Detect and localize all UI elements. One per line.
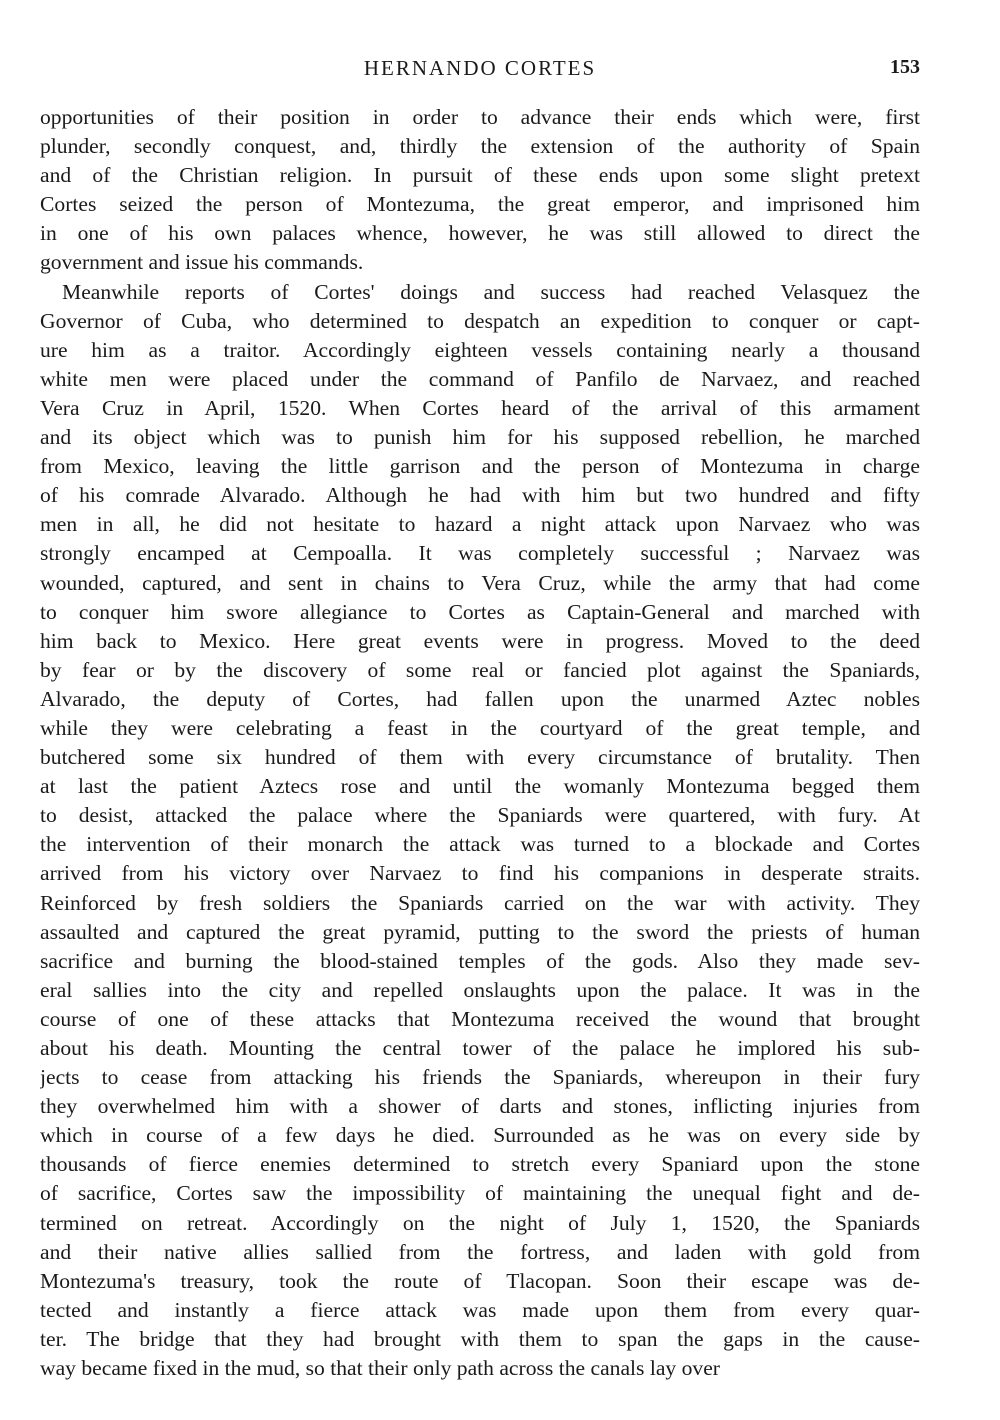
paragraph (40, 278, 920, 1384)
text-line: sacrifice and burning the blood-stained temples of the gods. Also they made sev- (40, 948, 920, 973)
text-line: the intervention of their monarch the attack was turned to a blockade and Cortes (40, 832, 920, 857)
text-line: Cortes seized the person of Montezuma, the great emperor, and imprisoned him (40, 192, 920, 217)
text-line: at last the patient Aztecs rose and until the womanly Montezuma begged them (40, 774, 920, 799)
text-line: arrived from his victory over Narvaez to find his companions in desperate straits. (40, 861, 920, 886)
text-line: strongly encamped at Cempoalla. It was completely successful ; Narvaez was (40, 541, 920, 566)
text-line: of his comrade Alvarado. Although he had with him but two hundred and fifty (40, 483, 920, 508)
text-line: by fear or by the discovery of some real or fancied plot against the Spaniards, (40, 657, 920, 682)
text-line: thousands of fierce enemies determined to stretch every Spaniard upon the stone (40, 1152, 920, 1177)
text-line: wounded, captured, and sent in chains to Vera Cruz, while the army that had come (40, 570, 920, 595)
text-line: they overwhelmed him with a shower of darts and stones, inflicting injuries from (40, 1094, 920, 1119)
paragraph (40, 103, 920, 278)
text-line: way became fixed in the mud, so that their only path across the canals lay over (40, 1356, 720, 1381)
text-line: Meanwhile reports of Cortes' doings and success had reached Velasquez the (62, 279, 920, 304)
running-head (40, 56, 920, 84)
text-line: assaulted and captured the great pyramid, putting to the sword the priests of human (40, 919, 920, 944)
page-number: 153 (890, 56, 920, 78)
text-line: men in all, he did not hesitate to hazard a night attack upon Narvaez who was (40, 512, 920, 537)
text-line: course of one of these attacks that Montezuma received the wound that brought (40, 1006, 920, 1031)
text-line: Reinforced by fresh soldiers the Spaniards carried on the war with activity. They (40, 890, 920, 915)
text-line: opportunities of their position in order to advance their ends which were, first (40, 105, 920, 129)
text-line: while they were celebrating a feast in the courtyard of the great temple, and (40, 715, 920, 740)
text-line: and of the Christian religion. In pursuit of these ends upon some slight pretext (40, 163, 920, 188)
text-line: and its object which was to punish him for his supposed rebellion, he marched (40, 425, 920, 450)
text-line: about his death. Mounting the central tower of the palace he implored his sub- (40, 1036, 920, 1060)
text-line: butchered some six hundred of them with every circumstance of brutality. Then (40, 745, 920, 770)
text-line: ure him as a traitor. Accordingly eighteen vessels containing nearly a thousand (40, 337, 920, 362)
text-line: to conquer him swore allegiance to Cortes as Captain-General and marched with (40, 599, 920, 624)
text-line: to desist, attacked the palace where the Spaniards were quartered, with fury. At (40, 803, 920, 828)
text-line: which in course of a few days he died. Surrounded as he was on every side by (40, 1123, 920, 1148)
text-line: him back to Mexico. Here great events were in progress. Moved to the deed (40, 628, 920, 653)
text-line: from Mexico, leaving the little garrison and the person of Montezuma in charge (40, 454, 920, 479)
text-line: Vera Cruz in April, 1520. When Cortes heard of the arrival of this armament (40, 395, 920, 420)
text-line: Montezuma's treasury, took the route of Tlacopan. Soon their escape was de- (40, 1268, 920, 1293)
text-line: plunder, secondly conquest, and, thirdly the extension of the authority of Spain (40, 134, 920, 159)
text-line: eral sallies into the city and repelled onslaughts upon the palace. It was in the (40, 977, 920, 1002)
body-text (40, 103, 920, 1383)
text-line: Alvarado, the deputy of Cortes, had fallen upon the unarmed Aztec nobles (40, 686, 920, 711)
text-line: of sacrifice, Cortes saw the impossibility of maintaining the unequal fight and de- (40, 1181, 920, 1206)
text-line: in one of his own palaces whence, however, he was still allowed to direct the (40, 221, 920, 246)
text-line: termined on retreat. Accordingly on the night of July 1, 1520, the Spaniards (40, 1210, 920, 1235)
text-line: and their native allies sallied from the fortress, and laden with gold from (40, 1239, 920, 1264)
text-line: tected and instantly a fierce attack was made upon them from every quar- (40, 1297, 920, 1322)
text-line: white men were placed under the command of Panfilo de Narvaez, and reached (40, 366, 920, 391)
text-line: ter. The bridge that they had brought with them to span the gaps in the cause- (40, 1326, 920, 1351)
text-line: government and issue his commands. (40, 250, 364, 275)
text-line: Governor of Cuba, who determined to despatch an expedition to conquer or capt- (40, 308, 920, 333)
running-title: HERNANDO CORTES (363, 56, 597, 80)
text-line: jects to cease from attacking his friends the Spaniards, whereupon in their fury (40, 1065, 920, 1090)
